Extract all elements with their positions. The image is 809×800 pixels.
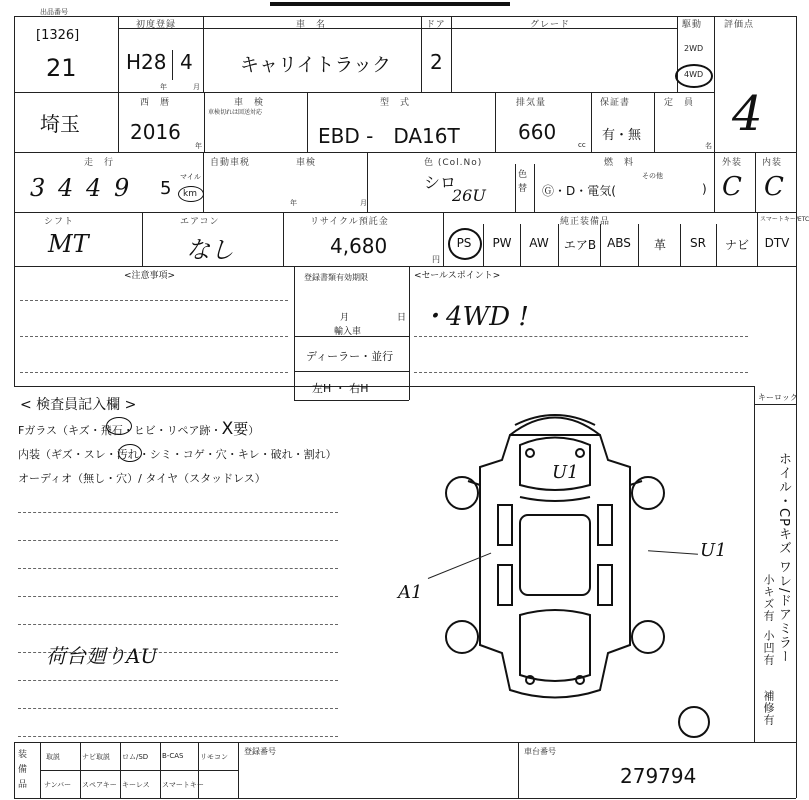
color-code: 26U [452,186,486,205]
right-front-door [598,505,612,545]
line [495,92,496,152]
accessory-remote: リモコン [200,753,228,761]
equipment-airbag: エアB [563,238,597,252]
frame-top [14,16,796,17]
line [204,92,205,152]
glass-close: ） [248,424,260,437]
line [515,164,516,212]
audio-tire-note: オーディオ（無し・穴）/ タイヤ（スタッドレス） [18,472,266,485]
line [518,742,519,798]
title-fragment [270,0,510,6]
drive-4wd: 4WD [684,70,704,79]
lot-code: [1326] [36,28,80,43]
line [120,742,121,798]
handle-side: 左H ・ 右H [312,382,369,395]
line [520,224,521,266]
line [18,568,338,569]
frame-left [14,16,15,386]
right-rear-door [598,565,612,605]
interior-grade: C [764,172,784,202]
line [14,266,796,267]
model-code-label: 型 式 [380,98,411,108]
mileage-digit: 4 [86,174,102,202]
inspection-month-unit: 月 [360,199,367,207]
equipment-label: 純正装備品 [560,217,611,227]
keyless-label: スマートキー/ETC [760,216,809,223]
line [18,680,338,681]
inspector-title: < 検査員記入欄 > [20,397,137,413]
line [118,16,119,152]
line [118,28,678,29]
warranty-value: 有・無 [602,128,642,143]
glass-x-mark: X [221,419,234,439]
damage-mark-left: A1 [398,582,423,603]
first-reg-month: 4 [180,50,193,74]
drive-label: 駆動 [682,20,703,30]
spare-tire-circle [678,706,710,738]
year-label: 西 暦 [140,98,171,108]
mileage-label: 走 行 [84,158,115,168]
line [142,212,143,266]
recycle-label: リサイクル預託金 [310,217,389,227]
chassis-number: 279794 [620,764,697,788]
rear-deck [520,610,590,681]
drive-2wd: 2WD [684,44,704,53]
wheel-rear-right [632,621,664,653]
line [18,736,338,737]
front-bumper [510,418,600,436]
line [18,512,338,513]
equipment-aw: AW [529,236,549,250]
exterior-grade: C [722,172,742,202]
first-reg-label: 初度登録 [136,20,177,30]
accessory-manual: 取説 [46,753,60,761]
exterior-label: 外装 [722,158,743,168]
equipment-sr: SR [690,236,706,250]
glass-text: Fガラス（キズ・飛石・ヒビ・リペア跡・ [18,424,222,437]
line [14,742,15,798]
chassis-number-label: 車台番号 [524,747,556,756]
equipment-pw: PW [492,236,512,250]
accessories-side-label: 装備品 [18,750,28,790]
line [160,742,161,798]
ac-label: エアコン [180,217,220,227]
sales-point-label: <セールスポイント> [414,271,501,281]
line [283,212,284,266]
line [172,50,173,80]
inspection-year-unit: 年 [290,199,297,207]
repair-legend: 補修有 [762,690,775,726]
line [796,386,797,742]
equipment-ps-circle [448,228,482,260]
grade-label: グレード [530,20,571,30]
model-label: 車 名 [296,20,327,30]
model-code-value: EBD - DA16T [318,124,460,148]
wheel-mirror-legend: ホイル・CPキズ ワレ/ドアミラー [776,452,791,664]
score-value: 4 [732,86,763,142]
registration-number-label: 登録番号 [244,747,276,756]
accessory-keyless: キーレス [122,781,150,789]
line [638,224,639,266]
accessory-bcas: B-CAS [162,752,184,760]
equipment-abs: ABS [607,236,631,250]
line [14,386,754,387]
line [451,16,452,92]
year-unit-2: 年 [195,142,202,150]
line [714,16,715,152]
line [18,540,338,541]
accessory-plate: ナンバー [44,781,72,789]
interior-stain-circle [118,444,142,462]
line [591,92,592,152]
damage-mark-front: U1 [552,462,579,483]
line [14,798,796,799]
accessory-smart-key: スマートキー [162,781,204,789]
frame-right [796,16,797,386]
mileage-km-circle [178,186,204,202]
import-label: 輸入車 [334,327,362,337]
line [40,770,238,771]
line [203,152,204,212]
line [755,152,756,212]
glass-note [18,418,259,439]
line [443,212,444,266]
line [14,212,796,213]
displacement-label: 排気量 [516,98,547,108]
line [18,708,338,709]
interior-label: 内装 [762,158,783,168]
line [414,336,748,337]
warranty-label: 保証書 [600,98,631,108]
line [14,92,714,93]
fuel-options: Ⓖ・D・電気( [542,184,616,198]
lot-label: 出品番号 [40,8,68,16]
line [421,16,422,92]
line [483,224,484,266]
fuel-close: ) [702,182,707,196]
capacity-unit: 名 [705,142,712,150]
small-dent-legend: 小凹有 [762,630,775,666]
line [20,372,288,373]
inspection-date-label: 車検 [296,158,317,168]
line [409,266,410,400]
interior-note: 内装（ギズ・スレ・汚れ・シミ・コゲ・穴・キレ・破れ・割れ） [18,448,337,461]
expiry-day: 日 [397,313,407,323]
expiry-month: 月 [340,313,350,323]
lot-number: 21 [46,54,77,82]
region: 埼玉 [40,112,80,136]
year-unit: 年 [160,83,167,91]
line [18,624,338,625]
ac-value: なし [186,236,234,264]
line [20,300,288,301]
line [294,400,409,401]
line [754,386,755,742]
caution-label: <注意事項> [124,271,176,281]
left-rear-door [498,565,512,605]
line [80,742,81,798]
model-name: キャリイトラック [240,54,392,76]
equipment-leather: 革 [653,238,666,252]
score-label: 評価点 [724,20,755,30]
accessory-rom-sd: ロム/SD [122,753,149,761]
sales-point-value: ・4WD ! [420,302,529,332]
inspection-note: 車検切れは回送対応 [208,109,263,116]
mileage-digit: 5 [160,178,172,199]
color-change-label: 色替 [518,170,528,194]
dealer-parallel: ディーラー・並行 [306,350,394,363]
line [238,742,239,798]
line [754,404,796,405]
line [796,742,797,798]
line [14,152,796,153]
cargo-note: 荷台廻りAU [46,644,158,668]
line [18,596,338,597]
displacement-value: 660 [518,120,557,144]
mileage-digit: 3 [30,174,46,202]
damage-mark-right: U1 [700,540,727,561]
first-reg-year: H28 [126,50,167,74]
recycle-unit: 円 [432,255,440,264]
line [14,742,796,743]
wheel-rear-left [446,621,478,653]
color-label: 色 (Col.No) [424,158,483,168]
equipment-dtv: DTV [764,236,790,250]
accessory-spare-key: スペアキー [82,781,117,789]
line [203,16,204,92]
month-unit: 月 [193,83,200,91]
door-label: ドア [426,20,446,30]
mileage-km: km [183,189,197,199]
glass-required: 要 [233,420,249,438]
inspection-label: 車 検 [234,98,265,108]
line [714,152,715,212]
fuel-other: その他 [642,172,663,180]
line [20,336,288,337]
drive-4wd-circle [675,64,713,88]
line [534,164,535,212]
year-value: 2016 [130,120,181,144]
line [294,371,409,372]
fuel-label: 燃 料 [604,158,635,168]
color-value: シロ [424,173,457,192]
equipment-ps: PS [456,236,472,250]
line [294,266,295,400]
mileage-digit: 4 [58,174,74,202]
left-front-door [498,505,512,545]
line [654,92,655,152]
small-scratch-legend: 小キズ有 [762,574,775,622]
capacity-label: 定 員 [664,98,695,108]
roof [520,515,590,595]
mileage-digit: 9 [114,174,130,202]
reg-expiry-label: 登録書類有効期限 [304,273,368,282]
line [414,372,748,373]
door-count: 2 [430,50,443,74]
displacement-unit: cc [578,141,586,149]
shift-label: シフト [44,217,75,227]
line [307,92,308,152]
key-lock-label: キーロック [758,393,798,402]
line [558,224,559,266]
accessory-navi-manual: ナビ取説 [82,753,110,761]
recycle-value: 4,680 [330,234,388,258]
line [367,152,368,212]
mileage-mile: マイル [180,173,201,181]
equipment-navi: ナビ [724,238,749,252]
line [40,742,41,798]
shift-value: MT [48,230,89,258]
tax-label: 自動車税 [210,158,251,168]
glass-chip-circle [106,417,132,435]
